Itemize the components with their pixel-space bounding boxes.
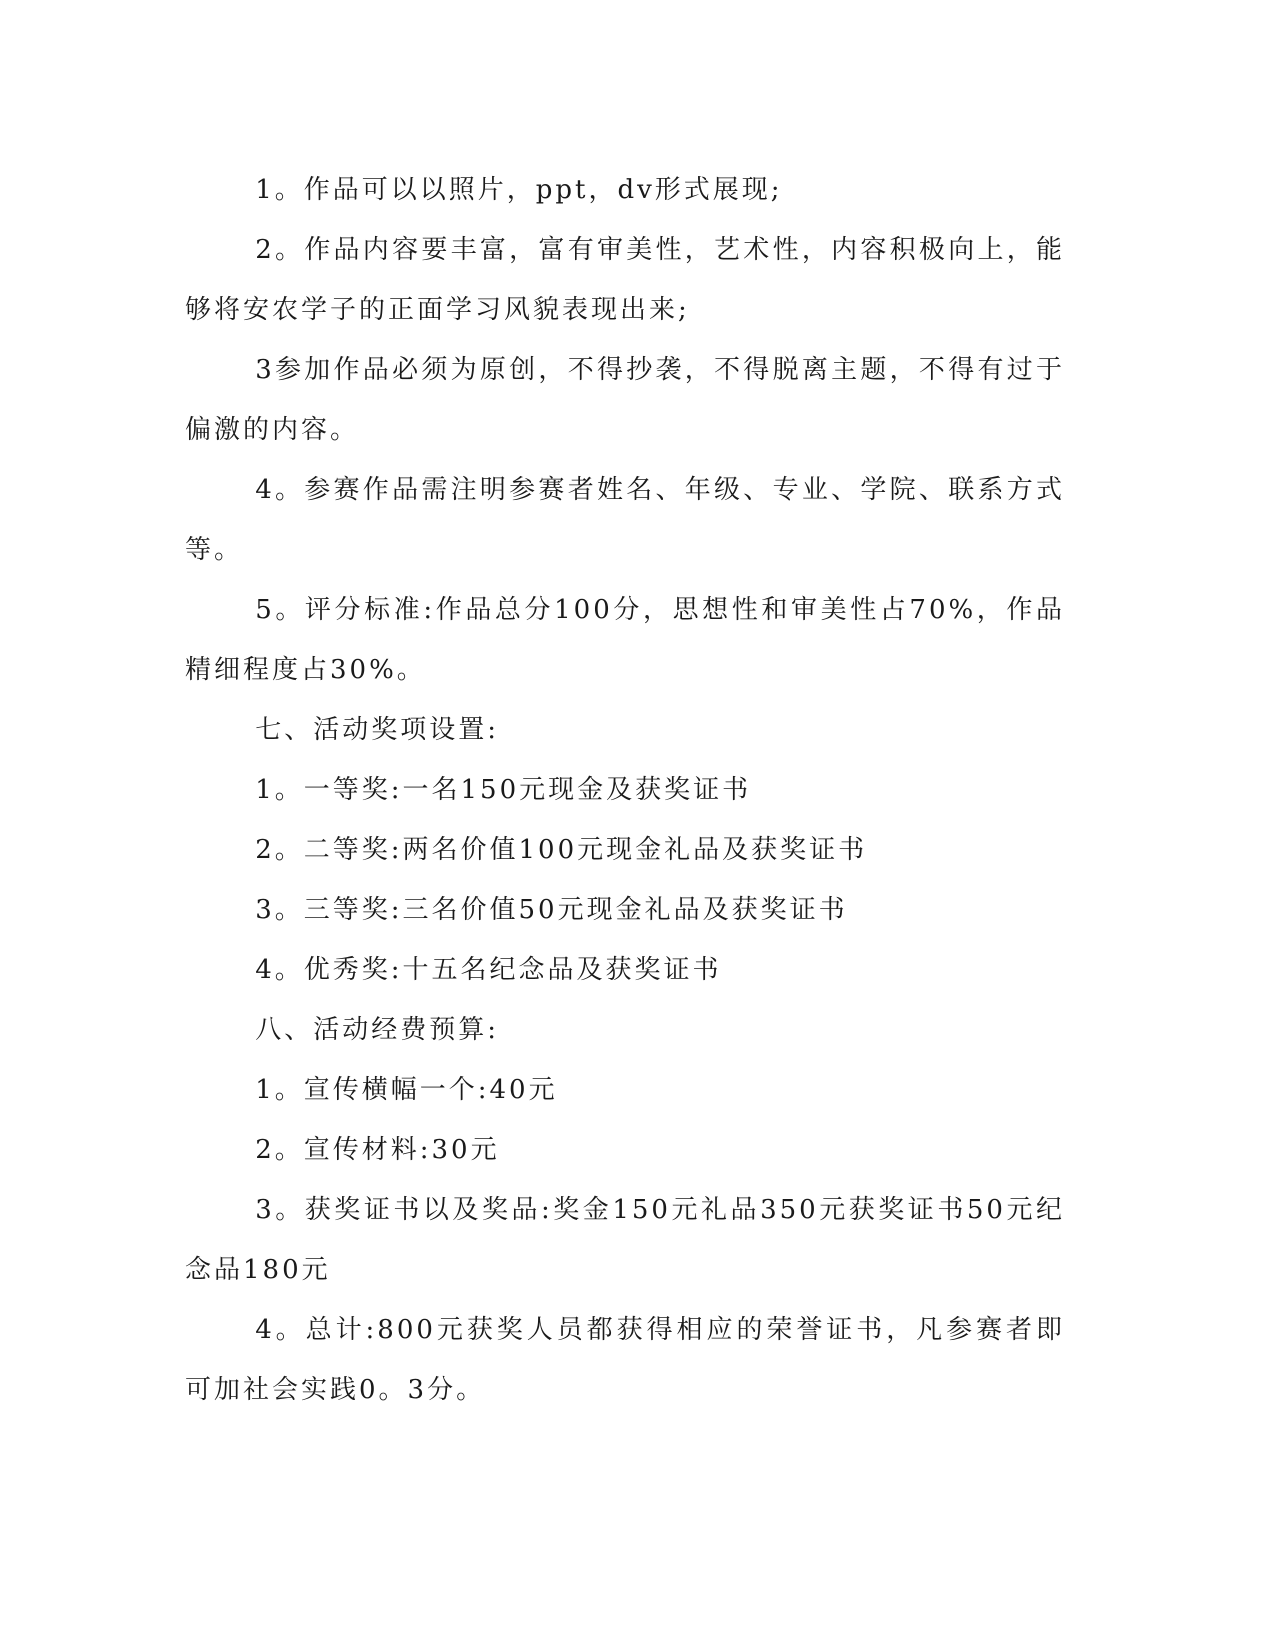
list-item-materials-cost: 2。宣传材料:30元 <box>255 1135 500 1165</box>
paragraph-scoring: 5。评分标准:作品总分100分，思想性和审美性占70%，作品精细程度占30%。 <box>185 595 1065 685</box>
paragraph-work-format: 1。作品可以以照片，ppt，dv形式展现; <box>255 175 783 205</box>
paragraph-contestant-info: 4。参赛作品需注明参赛者姓名、年级、专业、学院、联系方式等。 <box>185 475 1065 565</box>
list-item-first-prize: 1。一等奖:一名150元现金及获奖证书 <box>255 775 752 805</box>
list-item-banner-cost: 1。宣传横幅一个:40元 <box>255 1075 558 1105</box>
list-item-second-prize: 2。二等奖:两名价值100元现金礼品及获奖证书 <box>255 835 868 865</box>
paragraph-originality: 3参加作品必须为原创，不得抄袭，不得脱离主题，不得有过于偏激的内容。 <box>185 355 1065 445</box>
list-item-third-prize: 3。三等奖:三名价值50元现金礼品及获奖证书 <box>255 895 848 925</box>
list-item-total-cost: 4。总计:800元获奖人员都获得相应的荣誉证书，凡参赛者即可加社会实践0。3分。 <box>185 1315 1065 1405</box>
document-body <box>185 160 1065 1420</box>
heading-budget: 八、活动经费预算: <box>255 1015 499 1045</box>
heading-awards: 七、活动奖项设置: <box>255 715 499 745</box>
paragraph-work-content: 2。作品内容要丰富，富有审美性，艺术性，内容积极向上，能够将安农学子的正面学习风貌表现出来; <box>185 235 1065 325</box>
list-item-prizes-cost: 3。获奖证书以及奖品:奖金150元礼品350元获奖证书50元纪念品180元 <box>185 1195 1065 1285</box>
list-item-excellence-prize: 4。优秀奖:十五名纪念品及获奖证书 <box>255 955 722 985</box>
